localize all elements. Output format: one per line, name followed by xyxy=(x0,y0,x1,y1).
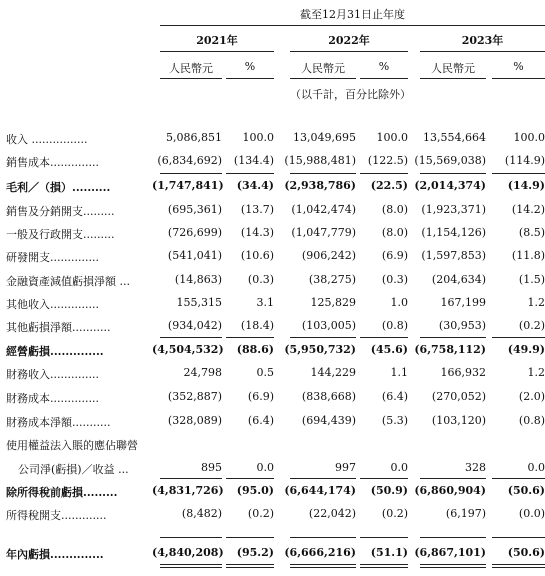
sub-rule xyxy=(360,78,408,79)
table-cell: 144,229 xyxy=(310,366,356,379)
sub-rule xyxy=(226,78,274,79)
rule-line xyxy=(290,173,356,174)
sub-rule xyxy=(290,78,356,79)
table-cell: 13,049,695 xyxy=(293,131,356,144)
table-cell: 0.5 xyxy=(256,366,274,379)
table-cell: (328,089) xyxy=(167,414,222,427)
rule-line xyxy=(420,537,486,538)
table-cell: (103,120) xyxy=(431,414,486,427)
table-cell: (2.0) xyxy=(518,390,545,403)
row-label: 其他收入.............. xyxy=(6,298,99,311)
rule-line xyxy=(160,337,222,338)
year-rule-2022 xyxy=(290,51,408,52)
col-percent-2022: % xyxy=(378,60,390,73)
table-cell: (45.6) xyxy=(370,343,408,356)
table-cell: (50.6) xyxy=(507,484,545,497)
rule-line xyxy=(420,564,486,565)
col-percent-2021: % xyxy=(244,60,256,73)
rule-line xyxy=(492,478,545,479)
rule-line xyxy=(290,567,356,568)
sub-rule xyxy=(420,78,486,79)
table-cell: 3.1 xyxy=(256,296,274,309)
table-cell: 328 xyxy=(465,461,486,474)
table-cell: 100.0 xyxy=(513,131,545,144)
table-cell: (270,052) xyxy=(431,390,486,403)
rule-line xyxy=(420,478,486,479)
rule-line xyxy=(360,478,408,479)
table-cell: 997 xyxy=(335,461,356,474)
table-cell: (204,634) xyxy=(431,273,486,286)
table-cell: (6.9) xyxy=(381,249,408,262)
row-label: 使用權益法入賬的應佔聯營 xyxy=(6,439,138,452)
col-currency-2022: 人民幣元 xyxy=(301,62,345,75)
rule-line xyxy=(160,173,222,174)
row-label: 所得稅開支............. xyxy=(6,509,107,522)
table-cell: (6,197) xyxy=(445,507,486,520)
table-cell: 1.2 xyxy=(527,296,545,309)
rule-line xyxy=(226,478,274,479)
year-2022: 2022年 xyxy=(328,34,370,47)
sub-rule xyxy=(160,78,222,79)
table-cell: (122.5) xyxy=(367,154,408,167)
table-cell: (352,887) xyxy=(167,390,222,403)
table-cell: (4,831,726) xyxy=(152,484,224,497)
table-cell: (38,275) xyxy=(308,273,356,286)
unit-note: （以千計，百分比除外） xyxy=(290,88,411,101)
table-cell: (694,439) xyxy=(301,414,356,427)
table-cell: (6,867,101) xyxy=(414,546,486,559)
table-cell: (0.0) xyxy=(518,507,545,520)
table-cell: (30,953) xyxy=(438,319,486,332)
table-cell: (0.8) xyxy=(381,319,408,332)
table-cell: (50.6) xyxy=(507,546,545,559)
row-label: 銷售成本.............. xyxy=(6,156,99,169)
rule-line xyxy=(360,537,408,538)
table-cell: (8.5) xyxy=(518,226,545,239)
table-cell: (6,834,692) xyxy=(157,154,222,167)
table-cell: (22,042) xyxy=(308,507,356,520)
rule-line xyxy=(226,564,274,565)
rule-line xyxy=(492,537,545,538)
rule-line xyxy=(160,537,222,538)
table-cell: (6,758,112) xyxy=(414,343,486,356)
table-cell: (22.5) xyxy=(370,179,408,192)
table-cell: (14,863) xyxy=(174,273,222,286)
year-2023: 2023年 xyxy=(461,34,504,47)
table-cell: (95.2) xyxy=(236,546,274,559)
rule-line xyxy=(420,567,486,568)
table-cell: 5,086,851 xyxy=(166,131,222,144)
year-rule-2021 xyxy=(160,51,274,52)
rule-line xyxy=(420,337,486,338)
table-cell: (1,597,853) xyxy=(421,249,486,262)
row-label: 其他虧損淨額........... xyxy=(6,321,111,334)
table-cell: (10.6) xyxy=(240,249,274,262)
table-cell: (726,699) xyxy=(167,226,222,239)
rule-line xyxy=(492,567,545,568)
row-label: 財務成本淨額........... xyxy=(6,416,111,429)
rule-line xyxy=(492,173,545,174)
table-cell: (6.4) xyxy=(381,390,408,403)
rule-line xyxy=(290,337,356,338)
row-label: 一般及行政開支......... xyxy=(6,228,115,241)
row-label: 財務成本.............. xyxy=(6,392,99,405)
year-2021: 2021年 xyxy=(196,34,238,47)
table-cell: (695,361) xyxy=(167,203,222,216)
table-cell: (1,154,126) xyxy=(421,226,486,239)
row-label: 收入 ................ xyxy=(6,133,88,146)
table-cell: 166,932 xyxy=(440,366,486,379)
table-cell: (103,005) xyxy=(301,319,356,332)
table-cell: (906,242) xyxy=(301,249,356,262)
table-cell: (4,840,208) xyxy=(152,546,224,559)
table-cell: 0.0 xyxy=(390,461,408,474)
table-cell: (15,988,481) xyxy=(284,154,356,167)
table-cell: (134.4) xyxy=(233,154,274,167)
row-label: 財務收入.............. xyxy=(6,368,99,381)
table-cell: (1,923,371) xyxy=(421,203,486,216)
table-cell: (8.0) xyxy=(381,226,408,239)
table-cell: 1.2 xyxy=(527,366,545,379)
table-cell: (1,047,779) xyxy=(291,226,356,239)
table-cell: (1,747,841) xyxy=(152,179,224,192)
table-cell: (2,938,786) xyxy=(284,179,356,192)
rule-line xyxy=(290,564,356,565)
table-cell: (14.9) xyxy=(507,179,545,192)
table-cell: (0.8) xyxy=(518,414,545,427)
table-cell: 167,199 xyxy=(440,296,486,309)
table-cell: (14.2) xyxy=(511,203,545,216)
table-cell: (1.5) xyxy=(518,273,545,286)
table-cell: 0.0 xyxy=(527,461,545,474)
table-cell: (8,482) xyxy=(181,507,222,520)
rule-line xyxy=(226,337,274,338)
sub-rule xyxy=(492,78,545,79)
table-cell: (6.9) xyxy=(247,390,274,403)
table-cell: (13.7) xyxy=(240,203,274,216)
table-cell: (18.4) xyxy=(240,319,274,332)
row-label: 毛利／（損）.......... xyxy=(6,181,111,194)
table-cell: (8.0) xyxy=(381,203,408,216)
table-cell: (541,041) xyxy=(167,249,222,262)
rule-line xyxy=(360,173,408,174)
table-cell: (34.4) xyxy=(236,179,274,192)
table-cell: (0.3) xyxy=(381,273,408,286)
col-currency-2023: 人民幣元 xyxy=(431,62,475,75)
col-percent-2023: % xyxy=(513,60,524,73)
table-cell: (0.2) xyxy=(518,319,545,332)
rule-line xyxy=(290,537,356,538)
table-cell: (2,014,374) xyxy=(414,179,486,192)
rule-line xyxy=(160,564,222,565)
rule-line xyxy=(226,173,274,174)
table-cell: 1.0 xyxy=(390,296,408,309)
row-label: 年內虧損.............. xyxy=(6,548,104,561)
rule-line xyxy=(360,564,408,565)
row-label: 公司淨(虧損)／收益 ... xyxy=(18,463,129,476)
table-cell: (838,668) xyxy=(301,390,356,403)
table-cell: (95.0) xyxy=(236,484,274,497)
table-cell: 13,554,664 xyxy=(423,131,486,144)
rule-line xyxy=(160,478,222,479)
rule-line xyxy=(290,478,356,479)
rule-line xyxy=(492,564,545,565)
table-cell: (6,860,904) xyxy=(414,484,486,497)
table-cell: (6.4) xyxy=(247,414,274,427)
rule-line xyxy=(492,337,545,338)
table-cell: (88.6) xyxy=(236,343,274,356)
rule-line xyxy=(160,567,222,568)
row-label: 經營虧損.............. xyxy=(6,345,104,358)
table-cell: 125,829 xyxy=(310,296,356,309)
row-label: 銷售及分銷開支......... xyxy=(6,205,115,218)
table-cell: (0.2) xyxy=(247,507,274,520)
table-cell: (15,569,038) xyxy=(414,154,486,167)
table-cell: (51.1) xyxy=(370,546,408,559)
table-cell: 895 xyxy=(201,461,222,474)
table-cell: (50.9) xyxy=(370,484,408,497)
table-cell: (934,042) xyxy=(167,319,222,332)
table-cell: 24,798 xyxy=(183,366,222,379)
col-currency-2021: 人民幣元 xyxy=(169,62,213,75)
year-rule-2023 xyxy=(420,51,545,52)
table-cell: (14.3) xyxy=(240,226,274,239)
header-rule xyxy=(160,25,545,26)
rule-line xyxy=(226,537,274,538)
row-label: 研發開支.............. xyxy=(6,251,99,264)
table-cell: 1.1 xyxy=(390,366,408,379)
period-header: 截至12月31日止年度 xyxy=(300,8,405,21)
table-cell: (4,504,532) xyxy=(152,343,224,356)
row-label: 金融資產減值虧損淨額 ... xyxy=(6,275,130,288)
table-cell: (5,950,732) xyxy=(284,343,356,356)
table-cell: (6,666,216) xyxy=(284,546,356,559)
rule-line xyxy=(226,567,274,568)
table-cell: (49.9) xyxy=(507,343,545,356)
table-cell: (0.2) xyxy=(381,507,408,520)
rule-line xyxy=(360,337,408,338)
table-cell: 0.0 xyxy=(256,461,274,474)
rule-line xyxy=(360,567,408,568)
table-cell: (5.3) xyxy=(381,414,408,427)
table-cell: 100.0 xyxy=(242,131,274,144)
table-cell: 100.0 xyxy=(376,131,408,144)
table-cell: (6,644,174) xyxy=(284,484,356,497)
row-label: 除所得稅前虧損......... xyxy=(6,486,118,499)
table-cell: (1,042,474) xyxy=(291,203,356,216)
table-cell: (114.9) xyxy=(504,154,545,167)
table-cell: (11.8) xyxy=(511,249,545,262)
table-cell: (0.3) xyxy=(247,273,274,286)
table-cell: 155,315 xyxy=(176,296,222,309)
rule-line xyxy=(420,173,486,174)
